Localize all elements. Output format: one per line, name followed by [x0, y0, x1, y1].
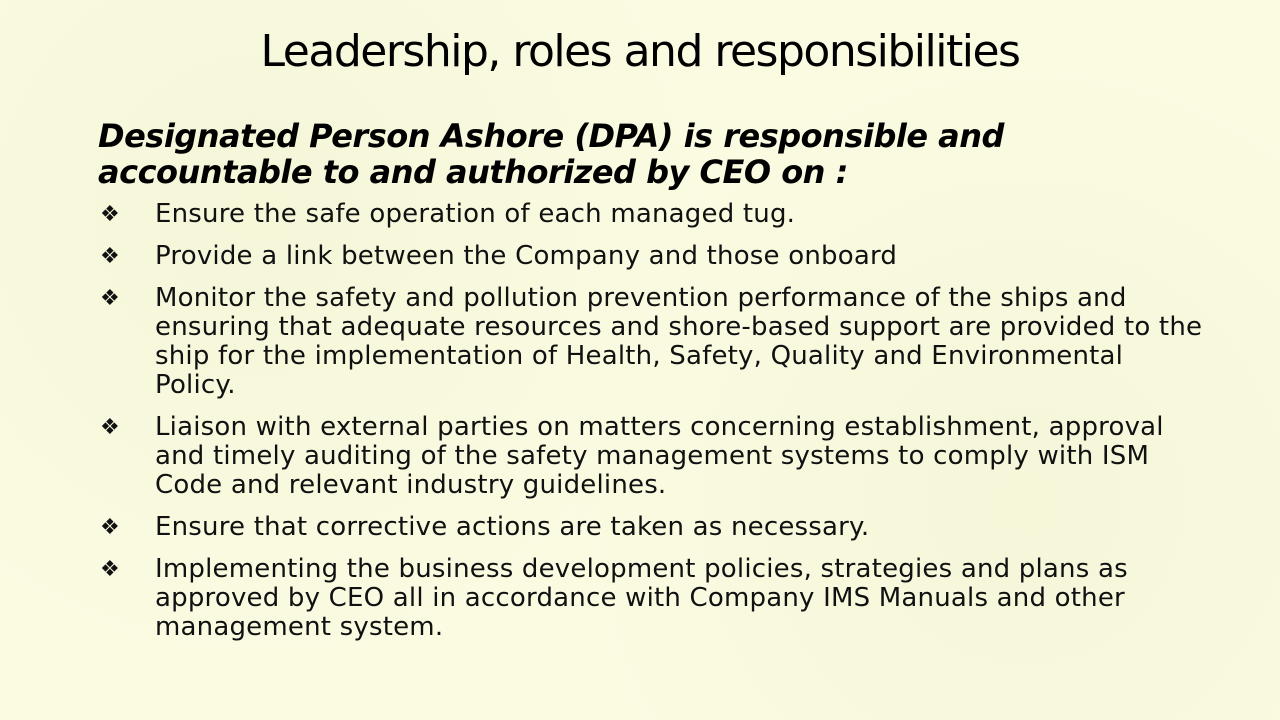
diamond-bullet-icon: ❖	[100, 557, 120, 582]
diamond-bullet-icon: ❖	[100, 515, 120, 540]
bullet-list	[100, 200, 1210, 655]
slide-title: Leadership, roles and responsibilities	[260, 26, 1020, 77]
bullet-item	[100, 413, 1210, 500]
bullet-item	[100, 284, 1210, 400]
diamond-bullet-icon: ❖	[100, 286, 120, 311]
bullet-text: Provide a link between the Company and those onboard	[155, 241, 898, 271]
bullet-item	[100, 555, 1210, 642]
bullet-text: Ensure that corrective actions are taken as necessary.	[155, 512, 870, 542]
diamond-bullet-icon: ❖	[100, 202, 120, 227]
bullet-text: Liaison with external parties on matters concerning establishment, approval and timely auditing of the safety management systems to comply with ISM Code and relevant industry guidelines.	[155, 412, 1164, 500]
bullet-item	[100, 242, 1210, 271]
bullet-text: Implementing the business development policies, strategies and plans as approved by CEO all in accordance with Company IMS Manuals and other management system.	[155, 554, 1128, 642]
bullet-item	[100, 513, 1210, 542]
bullet-item	[100, 200, 1210, 229]
slide-subheading: Designated Person Ashore (DPA) is responsible and accountable to and authorized by CEO on :	[98, 117, 1004, 191]
diamond-bullet-icon: ❖	[100, 244, 120, 269]
bullet-text: Ensure the safe operation of each managed tug.	[155, 199, 796, 229]
diamond-bullet-icon: ❖	[100, 415, 120, 440]
bullet-text: Monitor the safety and pollution prevention performance of the ships and ensuring that adequate resources and shore-based support are provided to the ship for the implementation of Health, Safety, Quality and Environmental Policy.	[155, 283, 1203, 400]
